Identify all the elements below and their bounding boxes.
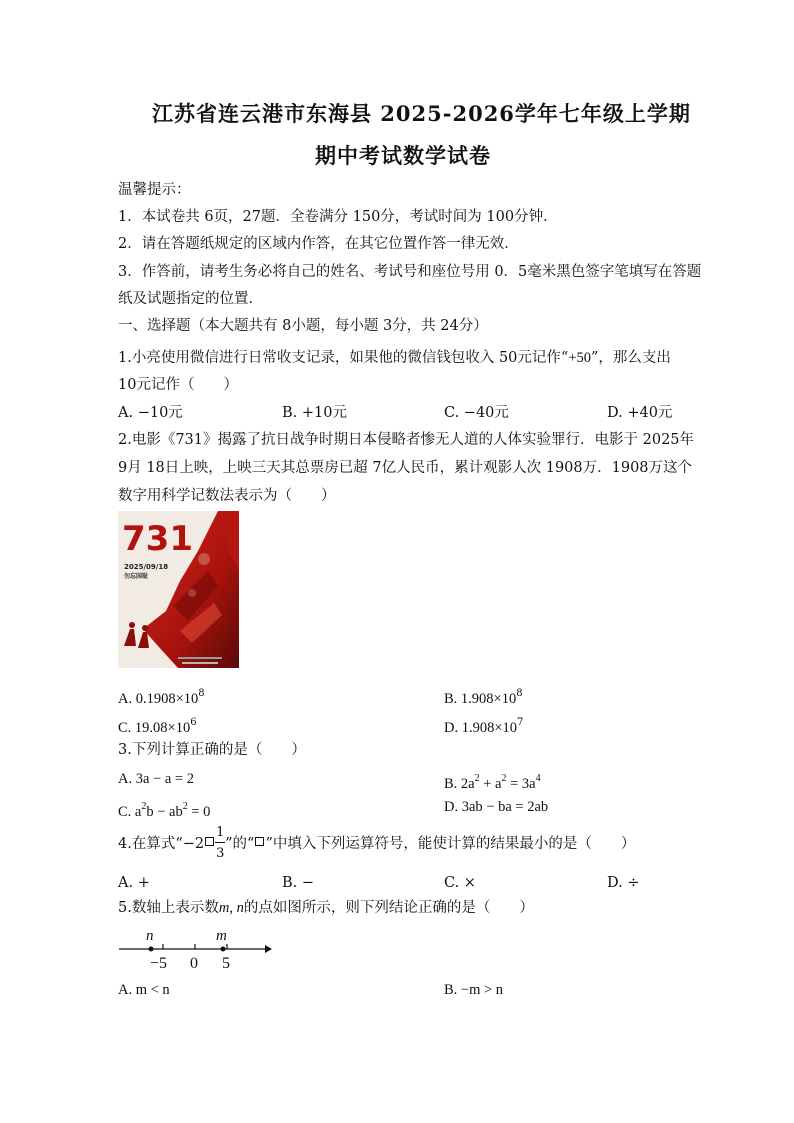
- q4-option-b[interactable]: B. −: [282, 875, 315, 891]
- poster-sub-text: 勿忘国耻: [124, 573, 149, 580]
- q1-text-b: ”，那么支出: [591, 350, 671, 366]
- label-m: m: [216, 928, 227, 944]
- movie-poster-image: [118, 511, 239, 668]
- notice-item-3-line1: 3．作答前，请考生务必将自己的姓名、考试号和座位号用 0．5毫米黑色签字笔填写在答题: [118, 264, 702, 280]
- q3-option-c[interactable]: [118, 797, 210, 822]
- arrow-right-icon: [265, 945, 272, 953]
- point-m: [221, 947, 226, 952]
- q5-stem-b: 的点如图所示，则下列结论正确的是（ ）: [243, 900, 534, 916]
- question-1-line2: 10元记作（ ）: [118, 377, 238, 393]
- q4-option-d[interactable]: D. ÷: [607, 875, 640, 891]
- label-zero: 0: [190, 955, 198, 972]
- q4-stem-b: ”的“: [225, 836, 255, 852]
- q4-option-c[interactable]: C. ×: [444, 875, 476, 891]
- q4-option-a[interactable]: A. +: [118, 875, 150, 891]
- q3-b-exp3: 4: [535, 773, 541, 784]
- q4-stem-a: 4.在算式“−2: [118, 836, 205, 852]
- q3-c-part3: = 0: [187, 804, 211, 820]
- blank-box-icon: [205, 837, 214, 846]
- q3-b-exp2: 2: [501, 773, 507, 784]
- q1-mark: +50: [568, 350, 591, 366]
- notice-item-2: 2．请在答题纸规定的区域内作答，在其它位置作答一律无效．: [118, 236, 519, 252]
- q4-stem-c: ”中填入下列运算符号，能使计算的结果最小的是（ ）: [265, 836, 636, 852]
- q3-c-exp2: 2: [182, 801, 188, 812]
- q2-option-a-exp: 8: [198, 688, 205, 699]
- page-title: 江苏省连云港市东海县 2025-2026学年七年级上学期: [152, 101, 691, 126]
- blank-box-icon: [255, 837, 264, 846]
- q5-option-a[interactable]: A. m < n: [118, 982, 170, 998]
- notice-item-1: 1．本试卷共 6页，27题．全卷满分 150分，考试时间为 100分钟．: [118, 209, 558, 225]
- q1-option-c[interactable]: C. −40元: [444, 405, 509, 421]
- q2-option-b[interactable]: [444, 684, 523, 709]
- label-pos5: 5: [222, 955, 230, 972]
- notice-item-3-line2: 纸及试题指定的位置．: [118, 291, 263, 307]
- q2-option-a[interactable]: [118, 684, 205, 709]
- q4-frac-num: 1: [216, 825, 225, 840]
- poster-artwork: [118, 511, 239, 668]
- question-2-line2: 9月 18日上映，上映三天其总票房已超 7亿人民币，累计观影人次 1908万．1908万这个: [118, 460, 693, 476]
- q1-option-d[interactable]: D. +40元: [607, 405, 673, 421]
- question-2-line3: 数字用科学记数法表示为（ ）: [118, 488, 336, 504]
- q3-c-part1: C. a: [118, 804, 142, 820]
- q5-vars: m, n: [218, 900, 244, 916]
- q3-b-exp1: 2: [474, 773, 480, 784]
- q1-option-a[interactable]: A. −10元: [118, 405, 183, 421]
- q2-option-c-exp: 6: [190, 717, 197, 728]
- question-3-stem: 3.下列计算正确的是（ ）: [118, 742, 306, 758]
- label-neg5: −5: [150, 955, 168, 972]
- q3-b-part2: + a: [479, 776, 502, 792]
- q3-b-part3: = 3a: [506, 776, 536, 792]
- q2-option-b-label: B. 1.908×10: [444, 691, 517, 707]
- q2-option-b-exp: 8: [516, 688, 523, 699]
- q5-stem-a: 5.数轴上表示数: [118, 900, 219, 916]
- number-line-diagram: [115, 925, 275, 975]
- question-4-stem: [118, 825, 636, 861]
- q2-option-c[interactable]: [118, 713, 197, 738]
- q2-option-d-label: D. 1.908×10: [444, 720, 518, 736]
- q1-text-a: 1.小亮使用微信进行日常收支记录，如果他的微信钱包收入 50元记作“: [118, 350, 569, 366]
- q1-option-b[interactable]: B. +10元: [282, 405, 347, 421]
- q2-option-c-label: C. 19.08×10: [118, 720, 191, 736]
- poster-title-text: 731: [122, 519, 193, 559]
- q2-option-a-label: A. 0.1908×10: [118, 691, 199, 707]
- question-1-stem: [118, 348, 671, 368]
- label-n: n: [146, 928, 154, 944]
- notice-heading: 温馨提示：: [118, 182, 191, 198]
- q3-option-d[interactable]: D. 3ab − ba = 2ab: [444, 799, 549, 815]
- q5-option-b[interactable]: B. −m > n: [444, 982, 504, 998]
- q2-option-d[interactable]: [444, 713, 523, 738]
- question-5-stem: [118, 898, 534, 918]
- q4-frac-den: 3: [216, 846, 225, 861]
- q4-fraction: [215, 825, 225, 861]
- question-2-line1: 2.电影《731》揭露了抗日战争时期日本侵略者惨无人道的人体实验罪行．电影于 2025年: [118, 432, 695, 448]
- page-subtitle: 期中考试数学试卷: [315, 143, 491, 168]
- poster-date-text: 2025/09/18: [124, 563, 169, 571]
- point-n: [149, 947, 154, 952]
- q3-b-part1: B. 2a: [444, 776, 475, 792]
- q2-option-d-exp: 7: [517, 717, 524, 728]
- section-heading: 一、选择题（本大题共有 8小题，每小题 3分，共 24分）: [118, 318, 488, 334]
- q3-option-a[interactable]: A. 3a − a = 2: [118, 771, 194, 787]
- q3-option-b[interactable]: [444, 769, 541, 794]
- q3-c-part2: b − ab: [146, 804, 183, 820]
- q3-c-exp1: 2: [141, 801, 147, 812]
